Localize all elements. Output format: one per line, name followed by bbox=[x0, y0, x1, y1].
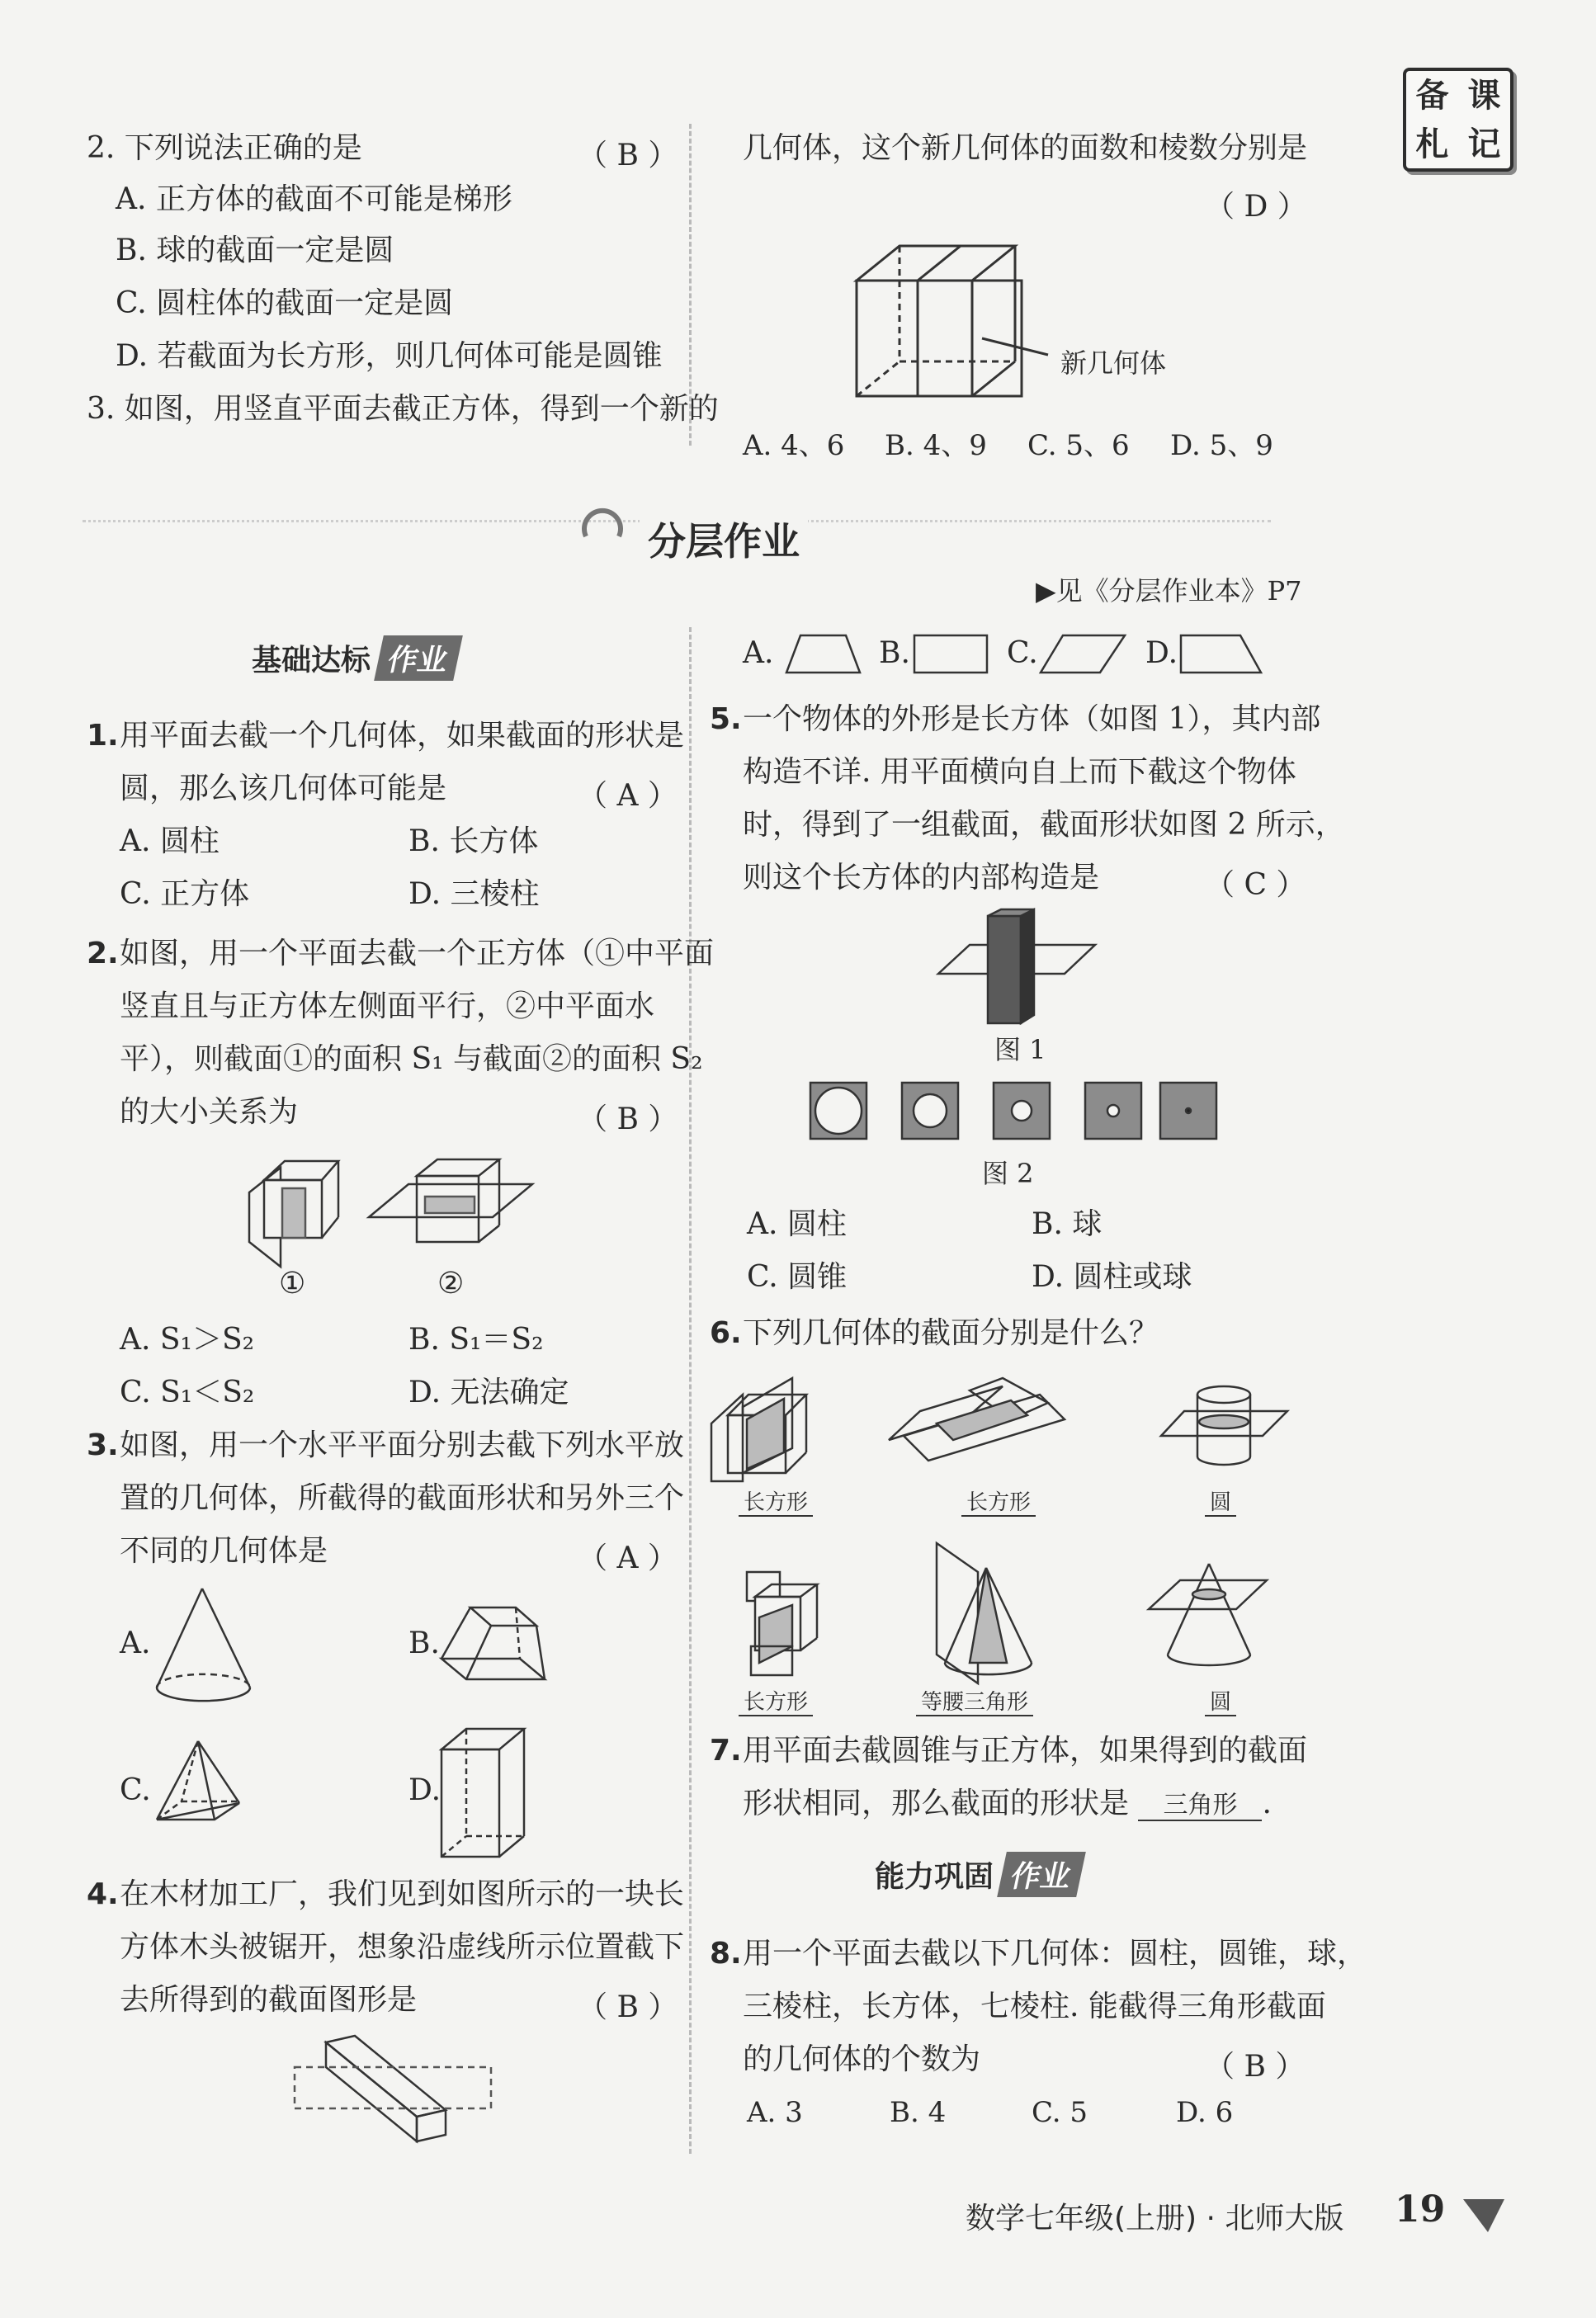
answer: （ B ） bbox=[578, 1102, 678, 1136]
question-text: 方体木头被锯开，想象沿虚线所示位置截下 bbox=[120, 1930, 685, 1964]
section-answer: 长方形 bbox=[739, 1485, 813, 1516]
figure-label: 新几何体 bbox=[1060, 347, 1167, 379]
question-text: 形状相同，那么截面的形状是 三角形 . bbox=[743, 1787, 1272, 1820]
frustum-figure bbox=[437, 1601, 549, 1692]
question-text: 去所得到的截面图形是 bbox=[120, 1983, 418, 2017]
cuboid-figure bbox=[437, 1725, 528, 1861]
question-text: 平），则截面①的面积 S₁ 与截面②的面积 S₂ bbox=[120, 1042, 703, 1076]
tag-badge: 作业 bbox=[997, 1852, 1086, 1897]
banner-swirl-icon bbox=[578, 503, 627, 553]
badge-char: 札 bbox=[1415, 125, 1449, 163]
cube-cut-figure bbox=[710, 1374, 825, 1485]
option: A. 圆柱 bbox=[120, 824, 220, 858]
option-letter: C. bbox=[1007, 636, 1038, 670]
cuboid-cut-figure bbox=[937, 908, 1098, 1027]
right-trapezoid-option-shape bbox=[1178, 631, 1265, 677]
option: A. 正方体的截面不可能是梯形 bbox=[116, 182, 512, 216]
page-number: 19 bbox=[1395, 2188, 1446, 2231]
answer: （ B ） bbox=[578, 139, 678, 172]
option-letter: B. bbox=[879, 636, 910, 670]
cone-figure bbox=[153, 1584, 256, 1708]
sawn-log-figure bbox=[293, 2034, 495, 2154]
option-letter: A. bbox=[120, 1626, 151, 1660]
question-text: 圆，那么该几何体可能是 bbox=[120, 772, 447, 805]
option: C. 5 bbox=[1032, 2096, 1088, 2129]
option: D. 6 bbox=[1176, 2096, 1234, 2129]
option-letter: D. bbox=[1145, 636, 1178, 670]
question-text: 不同的几何体是 bbox=[120, 1534, 328, 1568]
section-answer: 长方形 bbox=[739, 1685, 813, 1716]
section-title: 分层作业 bbox=[640, 512, 808, 566]
option: A. 3 bbox=[747, 2096, 803, 2129]
question-text: 几何体，这个新几何体的面数和棱数分别是 bbox=[743, 131, 1308, 165]
answer: （ D ） bbox=[1205, 190, 1307, 224]
answer: （ A ） bbox=[578, 1541, 678, 1575]
option: B. 长方体 bbox=[408, 824, 539, 858]
cube-diagonal-cut-figure bbox=[743, 1568, 825, 1683]
question-text: 用平面去截圆锥与正方体，如果得到的截面 bbox=[743, 1734, 1308, 1768]
pyramid-figure bbox=[153, 1737, 248, 1836]
answer: （ A ） bbox=[578, 779, 678, 813]
option: D. 圆柱或球 bbox=[1032, 1260, 1192, 1294]
parallelogram-option-shape bbox=[1038, 631, 1129, 677]
cone-vertical-cut-figure bbox=[933, 1539, 1048, 1688]
question-text: 则这个长方体的内部构造是 bbox=[743, 861, 1100, 895]
question-number: 3. bbox=[87, 1428, 119, 1462]
option: B. 球的截面一定是圆 bbox=[116, 234, 394, 267]
question-text: 如图，用一个水平平面分别去截下列水平放 bbox=[120, 1428, 685, 1462]
question-text: 3. 如图，用竖直平面去截正方体，得到一个新的 bbox=[87, 392, 719, 426]
option-letter: B. bbox=[408, 1626, 440, 1660]
option: C. 圆锥 bbox=[747, 1260, 848, 1294]
cross-section-sequence-figure bbox=[809, 1081, 1221, 1143]
badge-char: 课 bbox=[1467, 76, 1501, 115]
option-letter: A. bbox=[743, 636, 774, 670]
question-text: 在木材加工厂，我们见到如图所示的一块长 bbox=[120, 1877, 685, 1911]
cube-horizontal-cut-figure bbox=[367, 1172, 541, 1254]
question-number: 6. bbox=[710, 1316, 742, 1350]
badge-char: 记 bbox=[1467, 125, 1501, 163]
badge-char: 备 bbox=[1415, 76, 1449, 115]
option-letter: C. bbox=[120, 1773, 151, 1807]
option: B. 球 bbox=[1032, 1207, 1103, 1241]
book-title: 数学七年级(上册) · 北师大版 bbox=[966, 2202, 1344, 2235]
option: B. 4 bbox=[890, 2096, 947, 2129]
answer: （ B ） bbox=[1205, 2050, 1306, 2084]
tag-text: 基础达标 bbox=[252, 644, 371, 677]
question-text: 用一个平面去截以下几何体：圆柱，圆锥，球， bbox=[743, 1937, 1367, 1971]
figure-label: 图 2 bbox=[982, 1158, 1034, 1189]
question-text: 2. 下列说法正确的是 bbox=[87, 131, 362, 165]
option: C. 正方体 bbox=[120, 877, 250, 911]
figure-label: ① bbox=[279, 1267, 306, 1301]
option: B. S₁＝S₂ bbox=[408, 1323, 544, 1357]
figure-label: ② bbox=[437, 1267, 465, 1301]
option: C. 5、6 bbox=[1027, 429, 1130, 462]
option: D. 无法确定 bbox=[408, 1376, 569, 1409]
section-answer: 等腰三角形 bbox=[916, 1685, 1033, 1716]
cone-horizontal-cut-figure bbox=[1147, 1560, 1271, 1675]
question-text: 的大小关系为 bbox=[120, 1095, 299, 1129]
fill-blank-answer: 三角形 bbox=[1138, 1791, 1262, 1821]
question-text: 一个物体的外形是长方体（如图 1），其内部 bbox=[743, 702, 1321, 736]
rectangle-option-shape bbox=[912, 631, 990, 677]
option: A. S₁＞S₂ bbox=[120, 1323, 255, 1357]
question-text: 时，得到了一组截面，截面形状如图 2 所示， bbox=[743, 808, 1345, 842]
option: B. 4、9 bbox=[885, 429, 987, 462]
section-answer: 长方形 bbox=[961, 1485, 1036, 1516]
column-divider bbox=[689, 627, 692, 2154]
workbook-reference: ▶见《分层作业本》P7 bbox=[1036, 575, 1302, 607]
cube-vertical-cut-figure bbox=[248, 1143, 338, 1271]
question-number: 1. bbox=[87, 719, 119, 753]
question-text: 如图，用一个平面去截一个正方体（①中平面 bbox=[120, 937, 715, 970]
question-text: 下列几何体的截面分别是什么？ bbox=[743, 1316, 1159, 1350]
question-number: 2. bbox=[87, 937, 119, 970]
option: D. 5、9 bbox=[1170, 429, 1273, 462]
option: A. 圆柱 bbox=[747, 1207, 847, 1241]
question-text: 的几何体的个数为 bbox=[743, 2042, 981, 2076]
option: D. 若截面为长方形，则几何体可能是圆锥 bbox=[116, 339, 663, 373]
answer: （ B ） bbox=[578, 1990, 678, 2024]
option-letter: D. bbox=[408, 1773, 441, 1807]
tag-text: 能力巩固 bbox=[875, 1860, 994, 1894]
basic-level-tag bbox=[252, 635, 458, 681]
option: C. 圆柱体的截面一定是圆 bbox=[116, 286, 454, 320]
question-text: 置的几何体，所截得的截面形状和另外三个 bbox=[120, 1481, 685, 1515]
section-answer: 圆 bbox=[1205, 1485, 1236, 1516]
section-answer: 圆 bbox=[1205, 1685, 1236, 1716]
question-number: 5. bbox=[710, 702, 742, 736]
question-text: 构造不详. 用平面横向自上而下截这个物体 bbox=[743, 755, 1296, 789]
option: A. 4、6 bbox=[743, 429, 845, 462]
question-text: 竖直且与正方体左侧面平行，②中平面水 bbox=[120, 989, 655, 1023]
figure-label: 图 1 bbox=[994, 1034, 1046, 1065]
question-text: 三棱柱，长方体，七棱柱. 能截得三角形截面 bbox=[743, 1990, 1326, 2023]
option: D. 三棱柱 bbox=[408, 877, 540, 911]
question-text: 用平面去截一个几何体，如果截面的形状是 bbox=[120, 719, 685, 753]
tag-badge: 作业 bbox=[374, 635, 463, 681]
question-number: 7. bbox=[710, 1734, 742, 1768]
prism-cut-figure bbox=[887, 1374, 1077, 1465]
option: C. S₁＜S₂ bbox=[120, 1376, 255, 1409]
ability-level-tag bbox=[875, 1852, 1081, 1897]
arrow-decoration-icon bbox=[1459, 2191, 1509, 2236]
lesson-notes-badge bbox=[1403, 68, 1513, 172]
cylinder-cut-figure bbox=[1159, 1382, 1291, 1473]
question-number: 8. bbox=[710, 1937, 742, 1971]
trapezoid-option-shape bbox=[784, 631, 862, 677]
question-number: 4. bbox=[87, 1877, 119, 1911]
answer: （ C ） bbox=[1205, 868, 1306, 902]
